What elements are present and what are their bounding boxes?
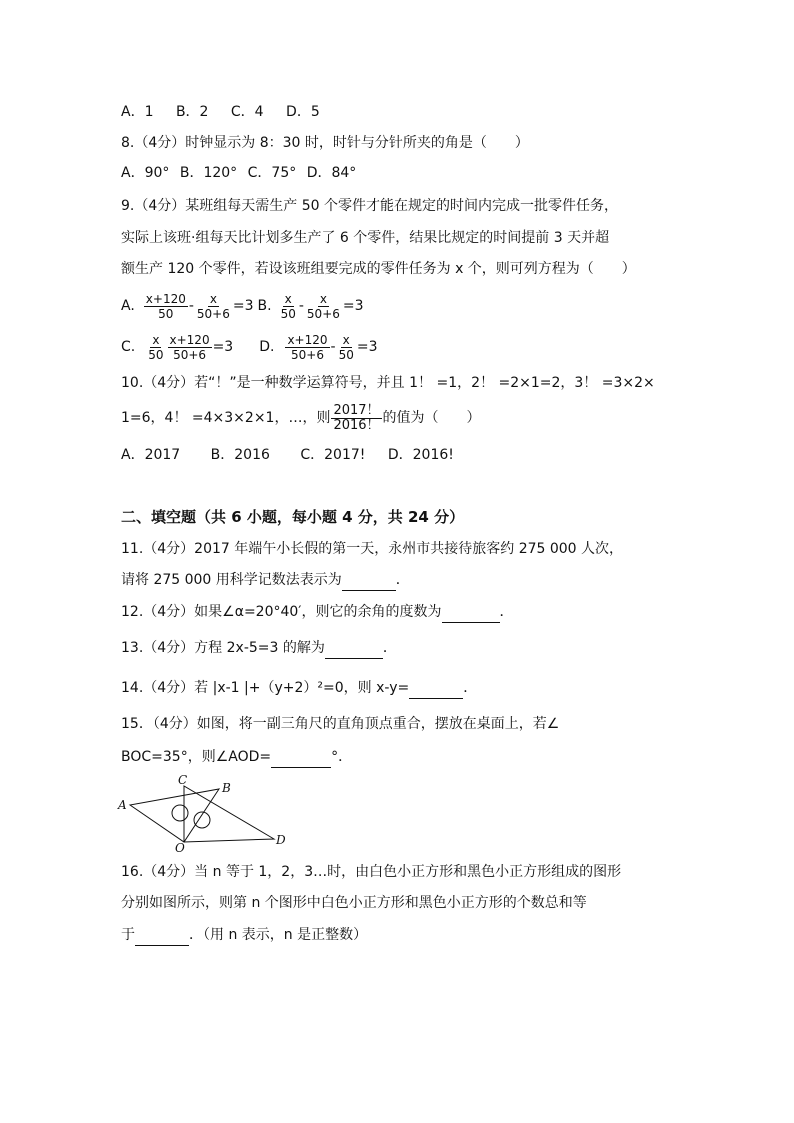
q9-option-d [259,333,377,362]
q12-line [121,602,514,623]
q10-line-1: 10.（4分）若“！”是一种数学运算符号，并且 1！ =1，2！ =2×1=2，3！ =3×2× [121,375,655,391]
q9-b-num-2: x [319,291,327,306]
q12-answer-blank [442,602,500,623]
q9-a-op: - [188,298,194,314]
q9-c-num-1: x [152,332,160,347]
q15-label-o: O [175,841,185,854]
q9-option-a-label: A. [121,298,135,314]
q9-a-num-1: x+120 [145,291,186,306]
q9-option-a [121,292,254,321]
q9-b-den-2: 50+6 [306,306,340,321]
q9-d-den-1: 50+6 [291,347,324,362]
q15-answer-blank [271,747,331,768]
q9-c-fraction-2 [168,333,212,362]
q9-c-num-2: x+120 [169,332,210,347]
q11-text: 请将 275 000 用科学记数法表示为 [121,572,342,588]
q7-option-a: A．1 [121,104,154,120]
q9-d-num-1: x+120 [287,332,328,347]
q9-a-fraction-2 [195,292,232,321]
q10-option-b: B．2016 [210,447,270,463]
q14-line [121,678,477,699]
q9-d-fraction-1 [285,333,329,362]
q15-label-a: A [118,798,127,812]
q9-line-3: 额生产 120 个零件，若设该班组要完成的零件任务为 x 个，则可列方程为（ ） [121,261,636,277]
q9-option-c [121,333,233,362]
q9-c-den-2: 50+6 [173,347,207,362]
q15-end: °． [331,749,353,765]
q9-line-2: 实际上该班·组每天比计划多生产了 6 个零件，结果比规定的时间提前 3 天并超 [121,230,610,246]
q14-text: 14.（4分）若 |x-1 |+（y+2）²=0，则 x-y= [121,680,410,696]
q9-d-den-2: 50 [338,347,354,362]
q14-answer-blank [409,678,463,699]
q9-option-b [258,292,364,321]
q15-text: BOC=35°，则∠AOD= [121,749,272,765]
q9-b-num-1: x [284,291,292,306]
q8-option-d: D．84° [306,165,357,181]
q10-option-d: D．2016! [387,447,454,463]
q10-option-a: A．2017 [121,447,181,463]
q9-line-1: 9.（4分）某班组每天需生产 50 个零件才能在规定的时间内完成一批零件任务， [121,198,618,214]
q10-fraction [331,404,381,433]
q9-option-c-label: C. [121,339,136,355]
q16-line-3-pre: 于 [121,927,135,943]
q9-a-den-2: 50+6 [196,306,230,321]
q16-line-3-post: ．（用 n 表示，n 是正整数） [189,927,368,943]
q7-option-d: D．5 [286,104,320,120]
q9-options-row-1 [121,289,364,323]
q13-line [121,638,397,659]
q16-answer-blank [135,925,189,946]
q10-options [121,445,472,465]
q11-end: ． [395,572,410,588]
q8-option-a: A．90° [121,165,170,181]
q8-option-c: C．75° [247,165,297,181]
q9-a-fraction-1 [144,292,188,321]
q10-fraction-num: 2017！ [333,402,380,418]
q7-options [121,102,338,122]
q12-end: ． [499,604,514,620]
q9-d-rhs: =3 [356,339,378,355]
q15-label-d: D [276,833,286,847]
q10-fraction-den: 2016！ [333,417,380,433]
q15-line-2 [121,747,352,768]
q15-label-c: C [178,773,188,787]
q12-text: 12.（4分）如果∠α=20°40′，则它的余角的度数为 [121,604,442,620]
q10-line-2 [121,400,481,436]
q15-angle-arc-1 [172,805,188,821]
q13-answer-blank [325,638,383,659]
q9-d-fraction-2 [337,333,356,362]
q9-d-num-2: x [342,332,350,347]
q9-b-op: - [298,298,304,314]
q13-end: ． [382,640,397,656]
section-2-heading: 二、填空题（共 6 小题，每小题 4 分，共 24 分） [121,508,465,526]
q16-line-2: 分别如图所示，则第 n 个图形中白色小正方形和黑色小正方形的个数总和等 [121,895,587,911]
q9-c-fraction-1 [146,333,165,362]
q16-line-3 [121,925,367,946]
q9-option-d-label: D. [259,339,275,355]
q9-b-fraction-1 [279,292,298,321]
q15-triangle-aob [130,789,219,842]
q9-b-den-1: 50 [280,306,296,321]
q9-a-rhs: =3 [232,298,254,314]
q7-option-c: C．4 [230,104,264,120]
q8-options [121,163,362,183]
q14-end: ． [463,680,478,696]
q9-d-op: - [330,339,336,355]
q9-options-row-2 [121,330,378,364]
q9-a-num-2: x [209,291,217,306]
q16-line-1: 16.（4分）当 n 等于 1，2，3…时，由白色小正方形和黑色小正方形组成的图形 [121,864,622,880]
q13-text: 13.（4分）方程 2x-5=3 的解为 [121,640,325,656]
q10-line-2-pre: 1=6，4！ =4×3×2×1，…，则 [121,410,331,426]
q15-line-1: 15．（4分）如图，将一副三角尺的直角顶点重合，摆放在桌面上，若∠ [121,716,560,732]
q15-triangles-figure [116,772,296,854]
q9-b-rhs: =3 [342,298,364,314]
q7-option-b: B．2 [175,104,209,120]
q11-answer-blank [342,570,396,591]
q9-c-rhs: =3 [212,339,234,355]
q11-line-2 [121,570,410,591]
q10-line-2-post: 的值为（ ） [382,410,481,426]
q8-stem: 8.（4分）时钟显示为 8：30 时，时针与分针所夹的角是（ ） [121,135,529,151]
q9-a-den-1: 50 [158,306,174,321]
q11-line-1: 11.（4分）2017 年端午小长假的第一天，永州市共接待旅客约 275 000 人次， [121,541,624,557]
q15-label-b: B [222,781,231,795]
q9-c-den-1: 50 [148,347,164,362]
q9-b-fraction-2 [305,292,342,321]
q10-option-c: C．2017! [300,447,366,463]
q9-option-b-label: B. [257,298,272,314]
q8-option-b: B．120° [179,165,238,181]
